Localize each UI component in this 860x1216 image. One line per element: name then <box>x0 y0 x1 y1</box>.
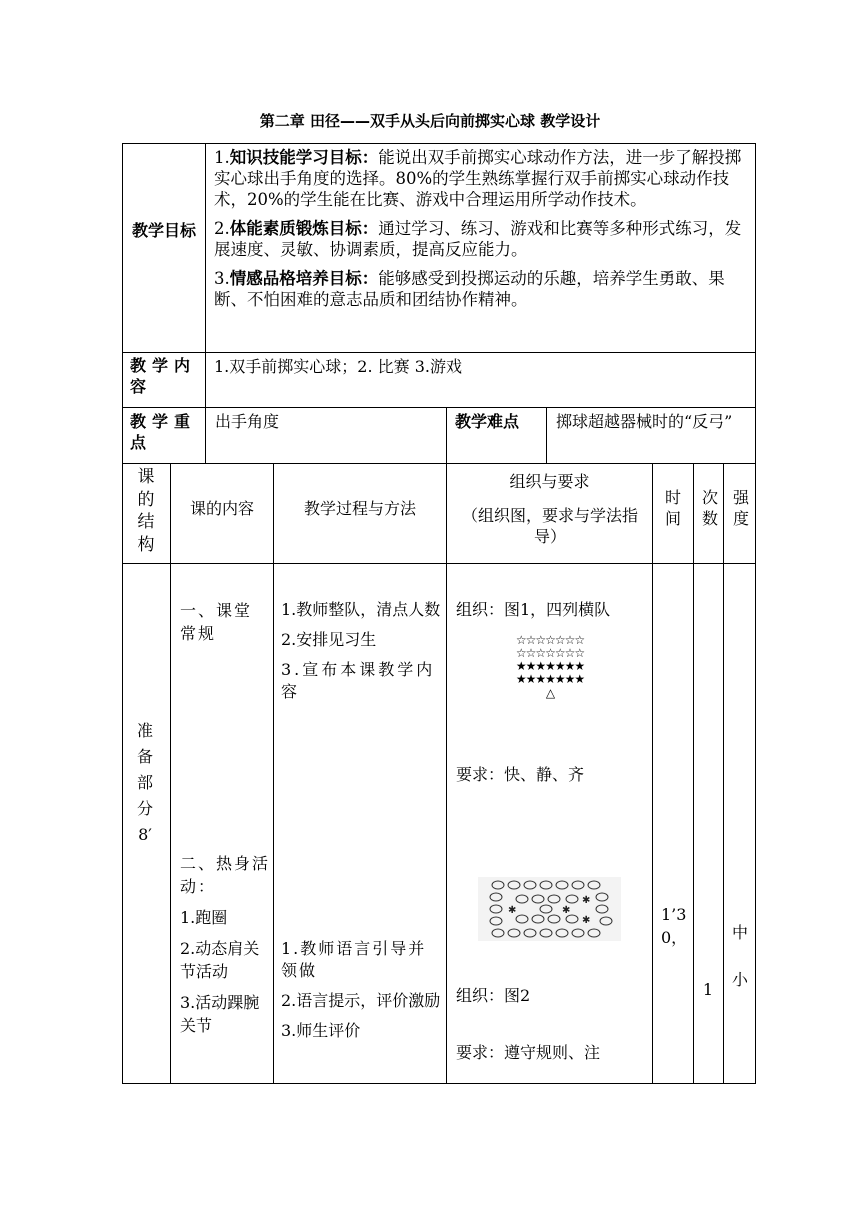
list-item: 2.语言提示，评价激励 <box>281 991 441 1010</box>
warmup-formation-figure <box>478 877 621 941</box>
header-process: 教学过程与方法 <box>303 499 416 518</box>
header-count: 次数 <box>701 488 718 528</box>
objectives-list <box>214 147 752 310</box>
list-item: 1.跑圈 <box>180 908 228 927</box>
content-routine: 一、课堂常规 <box>180 601 253 643</box>
list-item: 3.宣布本课教学内容 <box>281 660 436 701</box>
content-warmup: 二、热身活动： 1.跑圈 2.动态肩关节活动 3.活动踝腕关节 <box>180 854 271 1035</box>
list-item: 1.教师整队，清点人数 <box>281 600 441 619</box>
key-point-text: 出手角度 <box>215 412 280 431</box>
req-text-2: 要求：遵守规则、注 <box>456 1043 601 1062</box>
page-title: 第二章 田径——双手从头后向前掷实心球 教学设计 <box>259 112 601 130</box>
key-point-label: 教学重点 <box>130 412 197 452</box>
content-label: 教学内容 <box>130 356 197 396</box>
formation-diagram: ☆☆☆☆☆☆☆ ☆☆☆☆☆☆☆ ★★★★★★★ ★★★★★★★ △ <box>503 634 597 700</box>
objectives-label: 教学目标 <box>131 221 196 240</box>
count-value: 1 <box>702 980 714 999</box>
svg-text:✱: ✱ <box>582 915 591 926</box>
content-text: 1.双手前掷实心球；2. 比赛 3.游戏 <box>214 357 462 376</box>
teacher-mark: △ <box>545 686 555 700</box>
list-item: 2.安排见习生 <box>281 630 377 649</box>
intensity-value: 中 小 <box>731 923 748 989</box>
header-intensity: 强度 <box>732 488 749 528</box>
difficulty-label: 教学难点 <box>455 412 520 431</box>
req-text-1: 要求：快、静、齐 <box>456 765 585 784</box>
section-name: 准 备 部 分 8′ <box>128 718 162 848</box>
section-duration: 8′ <box>138 825 152 844</box>
process-routine <box>281 599 441 703</box>
org-text-2: 组织：图2 <box>456 986 531 1005</box>
objective-item: 2.体能素质锻炼目标：通过学习、练习、游戏和比赛等多种形式练习，发展速度、灵敏、协调素质，提高反应能力。 <box>214 219 742 259</box>
process-warmup <box>281 938 441 1042</box>
difficulty-text: 掷球超越器械时的“反弓” <box>556 412 733 431</box>
header-structure: 课的结构 <box>137 467 155 555</box>
list-item: 1.教师语言引导并领做 <box>281 939 427 980</box>
objective-item: 1.知识技能学习目标：能说出双手前掷实心球动作方法，进一步了解投掷实心球出手角度的选择。80%的学生熟练掌握行双手前掷实心球动作技术，20%的学生能在比赛、游戏中合理运用所学动作技术。 <box>214 148 742 209</box>
time-value: 1’30， <box>661 905 688 947</box>
svg-text:✱: ✱ <box>582 895 591 906</box>
org-text-1: 组织：图1，四列横队 <box>456 600 611 619</box>
svg-text:✱: ✱ <box>562 905 571 916</box>
header-org-sub: （组织图，要求与学法指导） <box>462 506 639 546</box>
header-lesson-content: 课的内容 <box>189 499 254 518</box>
list-item: 2.动态肩关节活动 <box>180 939 260 981</box>
objective-item: 3.情感品格培养目标：能够感受到投掷运动的乐趣，培养学生勇敢、果断、不怕困难的意志品质和团结协作精神。 <box>214 269 725 309</box>
list-item: 3.活动踝腕关节 <box>180 993 260 1035</box>
list-item: 3.师生评价 <box>281 1021 361 1040</box>
header-time: 时间 <box>664 488 681 528</box>
header-org-title: 组织与要求 <box>509 472 590 491</box>
svg-text:✱: ✱ <box>508 905 517 916</box>
